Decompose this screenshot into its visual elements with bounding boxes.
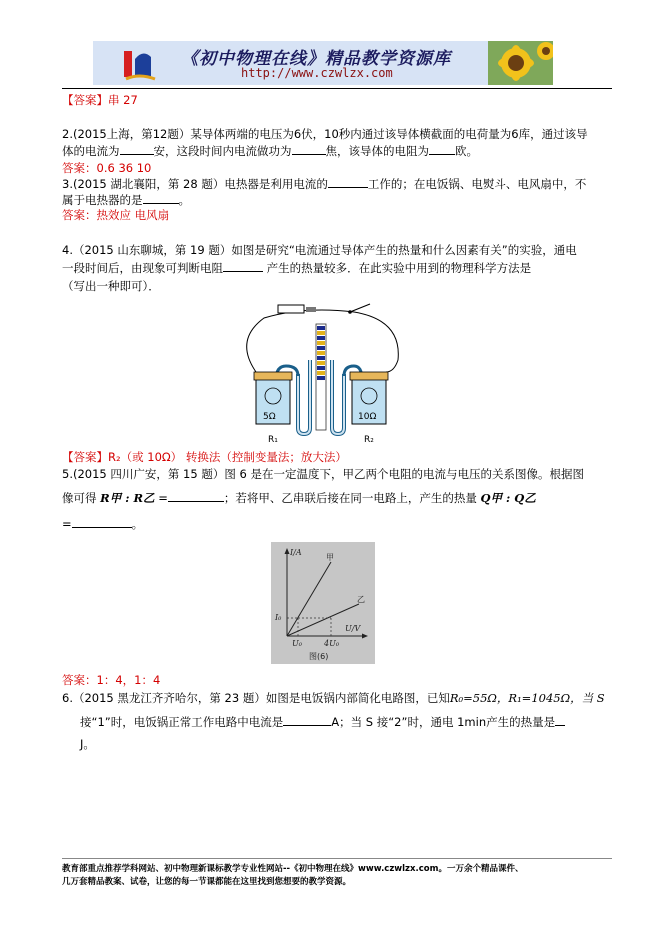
q5-iu-graph [271, 542, 375, 664]
x-axis-label: U/V [345, 624, 361, 633]
footer-text [62, 863, 523, 889]
q6-text-a: 6.（2015 黑龙江齐齐哈尔，第 23 题）如图是电饭锅内部简化电路图，已知 [62, 691, 450, 705]
q6-text-c: A；当 S 接“2”时，通电 1min产生的热量是 [331, 715, 556, 729]
x-tick-u0: U₀ [292, 639, 302, 648]
footer-divider [62, 858, 612, 859]
q6-blank-1 [283, 714, 331, 726]
r2-label: R₂ [364, 435, 374, 445]
q1-answer-tag: 【答案】 [62, 93, 108, 107]
q2-blank-3 [429, 143, 455, 155]
q3-text-a: 3.(2015 湖北襄阳，第 28 题）电热器是利用电流的 [62, 177, 328, 191]
q5-ratio-q: Q甲 : Q乙 [480, 491, 536, 505]
q5-line2 [62, 490, 536, 506]
q2-text-a: 体的电流为 [62, 144, 120, 158]
q5-text-c: ；若将甲、乙串联后接在同一电路上，产生的热量 [223, 491, 477, 505]
q3-answer: 答案：热效应 电风扇 [62, 208, 170, 222]
r1-label: R₁ [268, 435, 278, 445]
q1-answer [62, 92, 138, 108]
q4-line1: 4.（2015 山东聊城，第 19 题）如图是研究“电流通过导体产生的热量和什么因素有关”的实验，通电 [62, 243, 577, 257]
q4-blank-1 [223, 260, 263, 272]
header-divider [62, 88, 612, 89]
q4-text-a: 一段时间后，由现象可判断电阻 [62, 261, 223, 275]
series-label-jia: 甲 [326, 553, 334, 562]
q3-blank-2 [143, 192, 179, 204]
battery-icon [278, 305, 304, 313]
q6-line2 [80, 714, 565, 730]
q2-blank-1 [120, 143, 154, 155]
q3-line2 [62, 192, 190, 208]
site-logo-icon [121, 45, 157, 81]
q6-line3: J。 [80, 737, 95, 751]
q2-text-b: 安，这段时间内电流做功为 [153, 144, 292, 158]
q3-blank-1 [328, 176, 368, 188]
q2-blank-2 [292, 143, 326, 155]
graph-caption: 图(6) [309, 652, 329, 661]
q4-answer [62, 449, 347, 465]
q3-text-b: 工作的；在电饭锅、电熨斗、电风扇中，不 [367, 177, 587, 191]
q6-resistance-values: R₀=55Ω，R₁=1045Ω，当 S [449, 691, 605, 705]
q2-text-c: 焦，该导体的电阻为 [325, 144, 429, 158]
q5-text-a: 像可得 [62, 491, 97, 505]
header-banner [93, 41, 553, 85]
q2-line1: 2.(2015上海，第12题）某导体两端的电压为6伏，10秒内通过该导体横截面的电荷量为6库，通过该导 [62, 127, 588, 141]
q2-line2 [62, 143, 478, 159]
q6-line1 [62, 690, 605, 706]
footer-line-1: 教育部重点推荐学科网站、初中物理新课标教学专业性网站--《初中物理在线》www.czwlzx.com。一万余个精品课件、 [62, 864, 524, 874]
y-axis-label: I/A [290, 548, 302, 557]
q5-answer: 答案：1：4，1：4 [62, 673, 161, 687]
q5-ratio-r: R甲 : R乙 [100, 491, 155, 505]
q6-text-b: 接“1”时，电饭锅正常工作电路中电流是 [80, 715, 284, 729]
footer-line-2: 几万套精品教案、试卷，让您的每一节课都能在这里找到您想要的教学资源。 [62, 877, 352, 887]
q4-answer-text: R₂（或 10Ω） 转换法（控制变量法；放大法） [108, 450, 347, 464]
sunflower-image [488, 41, 553, 85]
q5-blank-1 [168, 490, 224, 502]
q3-text-c: 属于电热器的是 [62, 193, 143, 207]
y-tick-i0: I₀ [275, 613, 282, 622]
q4-line3: （写出一种即可）． [62, 279, 160, 293]
q4-answer-tag: 【答案】 [62, 450, 108, 464]
r1-value: 5Ω [263, 412, 276, 422]
x-tick-4u0: 4U₀ [324, 639, 340, 648]
q2-answer: 答案：0.6 36 10 [62, 161, 152, 175]
q5-blank-2 [72, 516, 132, 528]
q4-circuit-figure [234, 300, 406, 446]
q5-text-eq2: = [62, 517, 72, 531]
q3-line1 [62, 176, 586, 192]
q5-text-eq: = [158, 491, 168, 505]
q5-line3 [62, 516, 143, 532]
q6-blank-2 [555, 714, 565, 726]
q5-line1: 5.(2015 四川广安，第 15 题）图 6 是在一定温度下，甲乙两个电阻的电流与电压的关系图像。根据图 [62, 467, 584, 481]
q5-text-d: 。 [131, 517, 144, 531]
series-label-yi: 乙 [357, 595, 365, 604]
r2-value: 10Ω [358, 412, 377, 422]
banner-url[interactable]: http://www.czwlzx.com [241, 66, 393, 80]
q4-text-b: 产生的热量较多．在此实验中用到的物理科学方法是 [266, 261, 532, 275]
q4-line2 [62, 260, 531, 276]
q1-answer-text: 串 27 [108, 93, 138, 107]
switch-icon [350, 304, 370, 312]
q2-text-d: 欧。 [455, 144, 478, 158]
banner-title: 《初中物理在线》精品教学资源库 [181, 49, 451, 69]
q3-text-d: 。 [178, 193, 190, 207]
